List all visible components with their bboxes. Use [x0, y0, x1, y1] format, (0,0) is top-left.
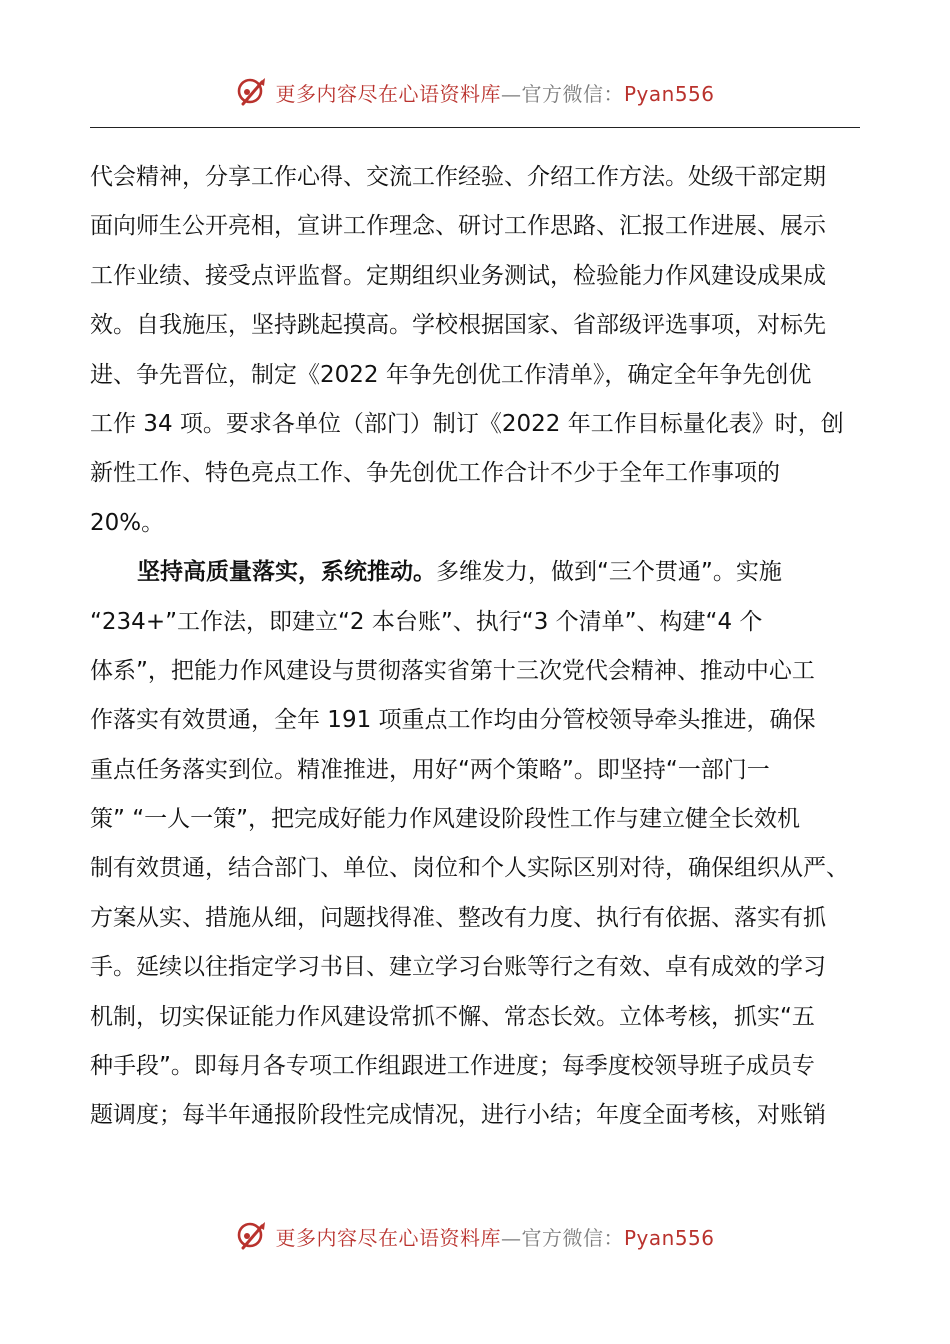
text-line: 工作业绩、接受点评监督。定期组织业务测试，检验能力作风建设成果成: [90, 262, 826, 289]
text-line: 面向师生公开亮相，宣讲工作理念、研讨工作思路、汇报工作进展、展示: [90, 213, 826, 240]
text-line: 工作 34 项。要求各单位（部门）制订《2022 年工作目标量化表》时，创: [90, 410, 844, 437]
text-line: 题调度；每半年通报阶段性完成情况，进行小结；年度全面考核，对账销: [90, 1102, 826, 1129]
banner-dash: —: [500, 1225, 522, 1250]
pen-logo-icon: [235, 74, 271, 110]
banner-dash: —: [500, 81, 522, 106]
text-line: 重点任务落实到位。精准推进，用好“两个策略”。即坚持“一部门一: [90, 756, 770, 783]
text-line: 代会精神，分享工作心得、交流工作经验、介绍工作方法。处级干部定期: [90, 164, 826, 190]
text-line: “234+”工作法，即建立“2 本台账”、执行“3 个清单”、构建“4 个: [90, 608, 763, 635]
banner-library-text: 更多内容尽在心语资料库: [275, 81, 501, 106]
text-line: 体系”，把能力作风建设与贯彻落实省第十三次党代会精神、推动中心工: [90, 657, 815, 684]
text-line: 进、争先晋位，制定《2022 年争先创优工作清单》，确定全年争先创优: [90, 361, 812, 388]
text-line: 方案从实、措施从细，问题找得准、整改有力度、执行有依据、落实有抓: [90, 904, 826, 931]
document-body: [90, 153, 860, 1141]
paragraph-first-line: [90, 548, 860, 597]
text-line: 20%。: [90, 509, 165, 536]
text-line: 种手段”。即每月各专项工作组跟进工作进度；每季度校领导班子成员专: [90, 1053, 815, 1080]
text-line: 机制，切实保证能力作风建设常抓不懈、常态长效。立体考核，抓实“五: [90, 1003, 815, 1030]
text-line: 制有效贯通，结合部门、单位、岗位和个人实际区别对待，确保组织从严、: [90, 855, 849, 882]
text-line: 作落实有效贯通，全年 191 项重点工作均由分管校领导牵头推进，确保: [90, 707, 816, 734]
banner-wechat-label: 官方微信：: [521, 81, 624, 106]
banner-text: [275, 78, 714, 107]
pen-logo-icon: [235, 1218, 271, 1254]
banner-text: [275, 1222, 714, 1251]
header-divider: [90, 127, 860, 128]
paragraph-lead-rest: 多维发力，做到“三个贯通”。实施: [436, 559, 782, 586]
text-line: 新性工作、特色亮点工作、争先创优工作合计不少于全年工作事项的: [90, 460, 780, 487]
banner-wechat-id: Pyan556: [623, 1225, 715, 1250]
paragraph-lead-heading: 坚持高质量落实，系统推动。: [137, 559, 436, 586]
banner-wechat-id: Pyan556: [623, 81, 715, 106]
text-line: 效。自我施压，坚持跳起摸高。学校根据国家、省部级评选事项，对标先: [90, 312, 826, 339]
header-banner: [0, 70, 950, 114]
footer-banner: [0, 1214, 950, 1258]
text-line: 手。延续以往指定学习书目、建立学习台账等行之有效、卓有成效的学习: [90, 954, 826, 981]
banner-library-text: 更多内容尽在心语资料库: [275, 1225, 501, 1250]
banner-wechat-label: 官方微信：: [521, 1225, 624, 1250]
text-line: 策” “一人一策”，把完成好能力作风建设阶段性工作与建立健全长效机: [90, 806, 801, 833]
